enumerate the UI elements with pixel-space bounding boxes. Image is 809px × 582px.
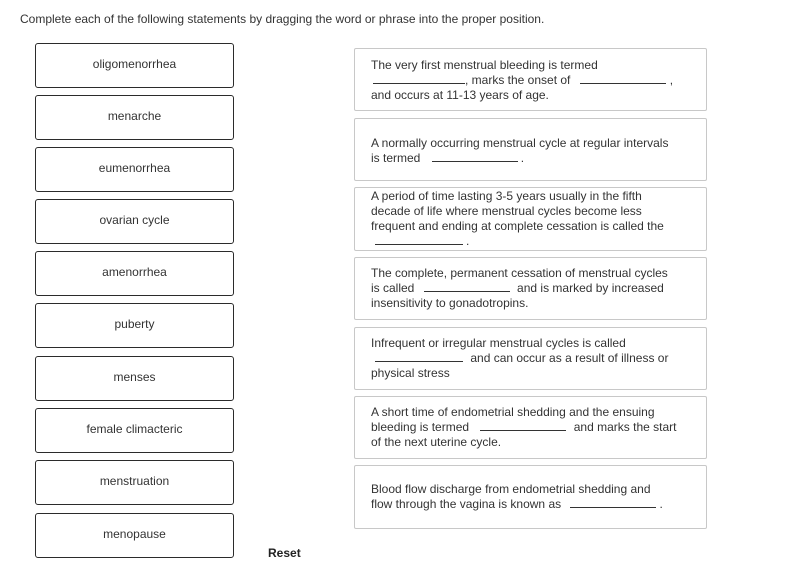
statement-punctuation: , — [669, 73, 674, 87]
statement-box — [354, 257, 707, 320]
statement-box — [354, 465, 707, 529]
statement-box — [354, 118, 707, 181]
reset-button[interactable]: Reset — [268, 546, 301, 560]
word-tile[interactable]: menopause — [35, 513, 234, 558]
statement-line: insensitivity to gonadotropins. — [371, 296, 529, 310]
word-tile[interactable]: menstruation — [35, 460, 234, 505]
instructions-text: Complete each of the following statements by dragging the word or phrase into the proper position. — [20, 12, 545, 26]
statement-box — [354, 327, 707, 390]
word-tile[interactable]: menarche — [35, 95, 234, 140]
word-tile[interactable]: menses — [35, 356, 234, 401]
word-tile[interactable]: amenorrhea — [35, 251, 234, 296]
statement-line — [371, 497, 692, 512]
drop-blank[interactable] — [432, 151, 518, 162]
statement-line: A period of time lasting 3-5 years usually in the fifth — [371, 189, 642, 203]
statement-punctuation: . — [659, 497, 663, 511]
statement-line: Blood flow discharge from endometrial shedding and — [371, 482, 651, 496]
statement-box — [354, 187, 707, 251]
statement-line — [371, 351, 692, 366]
statement-line: Infrequent or irregular menstrual cycles is called — [371, 336, 626, 350]
statement-line: The complete, permanent cessation of menstrual cycles — [371, 266, 668, 280]
drop-blank[interactable] — [480, 420, 566, 431]
word-tile[interactable]: female climacteric — [35, 408, 234, 453]
statement-line — [371, 73, 692, 88]
statement-line: and occurs at 11-13 years of age. — [371, 88, 549, 102]
drop-blank[interactable] — [424, 281, 510, 292]
statement-line-text: and can occur as a result of illness or — [470, 351, 669, 365]
statement-line: physical stress — [371, 366, 450, 380]
statement-line — [371, 281, 692, 296]
word-tile[interactable]: puberty — [35, 303, 234, 348]
statement-line — [371, 420, 692, 435]
statement-line: The very first menstrual bleeding is termed — [371, 58, 598, 72]
statement-line — [371, 151, 692, 166]
word-tile[interactable]: ovarian cycle — [35, 199, 234, 244]
statement-line: frequent and ending at complete cessation is called the — [371, 219, 664, 233]
statement-line-text: and marks the start — [573, 420, 677, 434]
statement-line: A normally occurring menstrual cycle at regular intervals — [371, 136, 669, 150]
statement-line-text: is called — [371, 281, 415, 295]
statement-line: decade of life where menstrual cycles become less — [371, 204, 642, 218]
word-tile[interactable]: oligomenorrhea — [35, 43, 234, 88]
drop-blank[interactable] — [375, 351, 463, 362]
statement-punctuation: . — [466, 234, 470, 248]
statement-line-text: and is marked by increased — [517, 281, 664, 295]
drop-blank[interactable] — [375, 234, 463, 245]
statement-line-text: , marks the onset of — [465, 73, 571, 87]
statement-box — [354, 396, 707, 459]
statement-line-text: is termed — [371, 151, 421, 165]
drop-blank[interactable] — [580, 73, 666, 84]
statement-line-text: bleeding is termed — [371, 420, 470, 434]
statement-line-text: flow through the vagina is known as — [371, 497, 562, 511]
statement-line: of the next uterine cycle. — [371, 435, 502, 449]
drop-blank[interactable] — [570, 497, 656, 508]
statement-line — [371, 234, 692, 249]
drop-blank[interactable] — [373, 73, 465, 84]
statement-line: A short time of endometrial shedding and the ensuing — [371, 405, 655, 419]
statement-punctuation: . — [520, 151, 525, 165]
statement-box — [354, 48, 707, 111]
word-tile[interactable]: eumenorrhea — [35, 147, 234, 192]
